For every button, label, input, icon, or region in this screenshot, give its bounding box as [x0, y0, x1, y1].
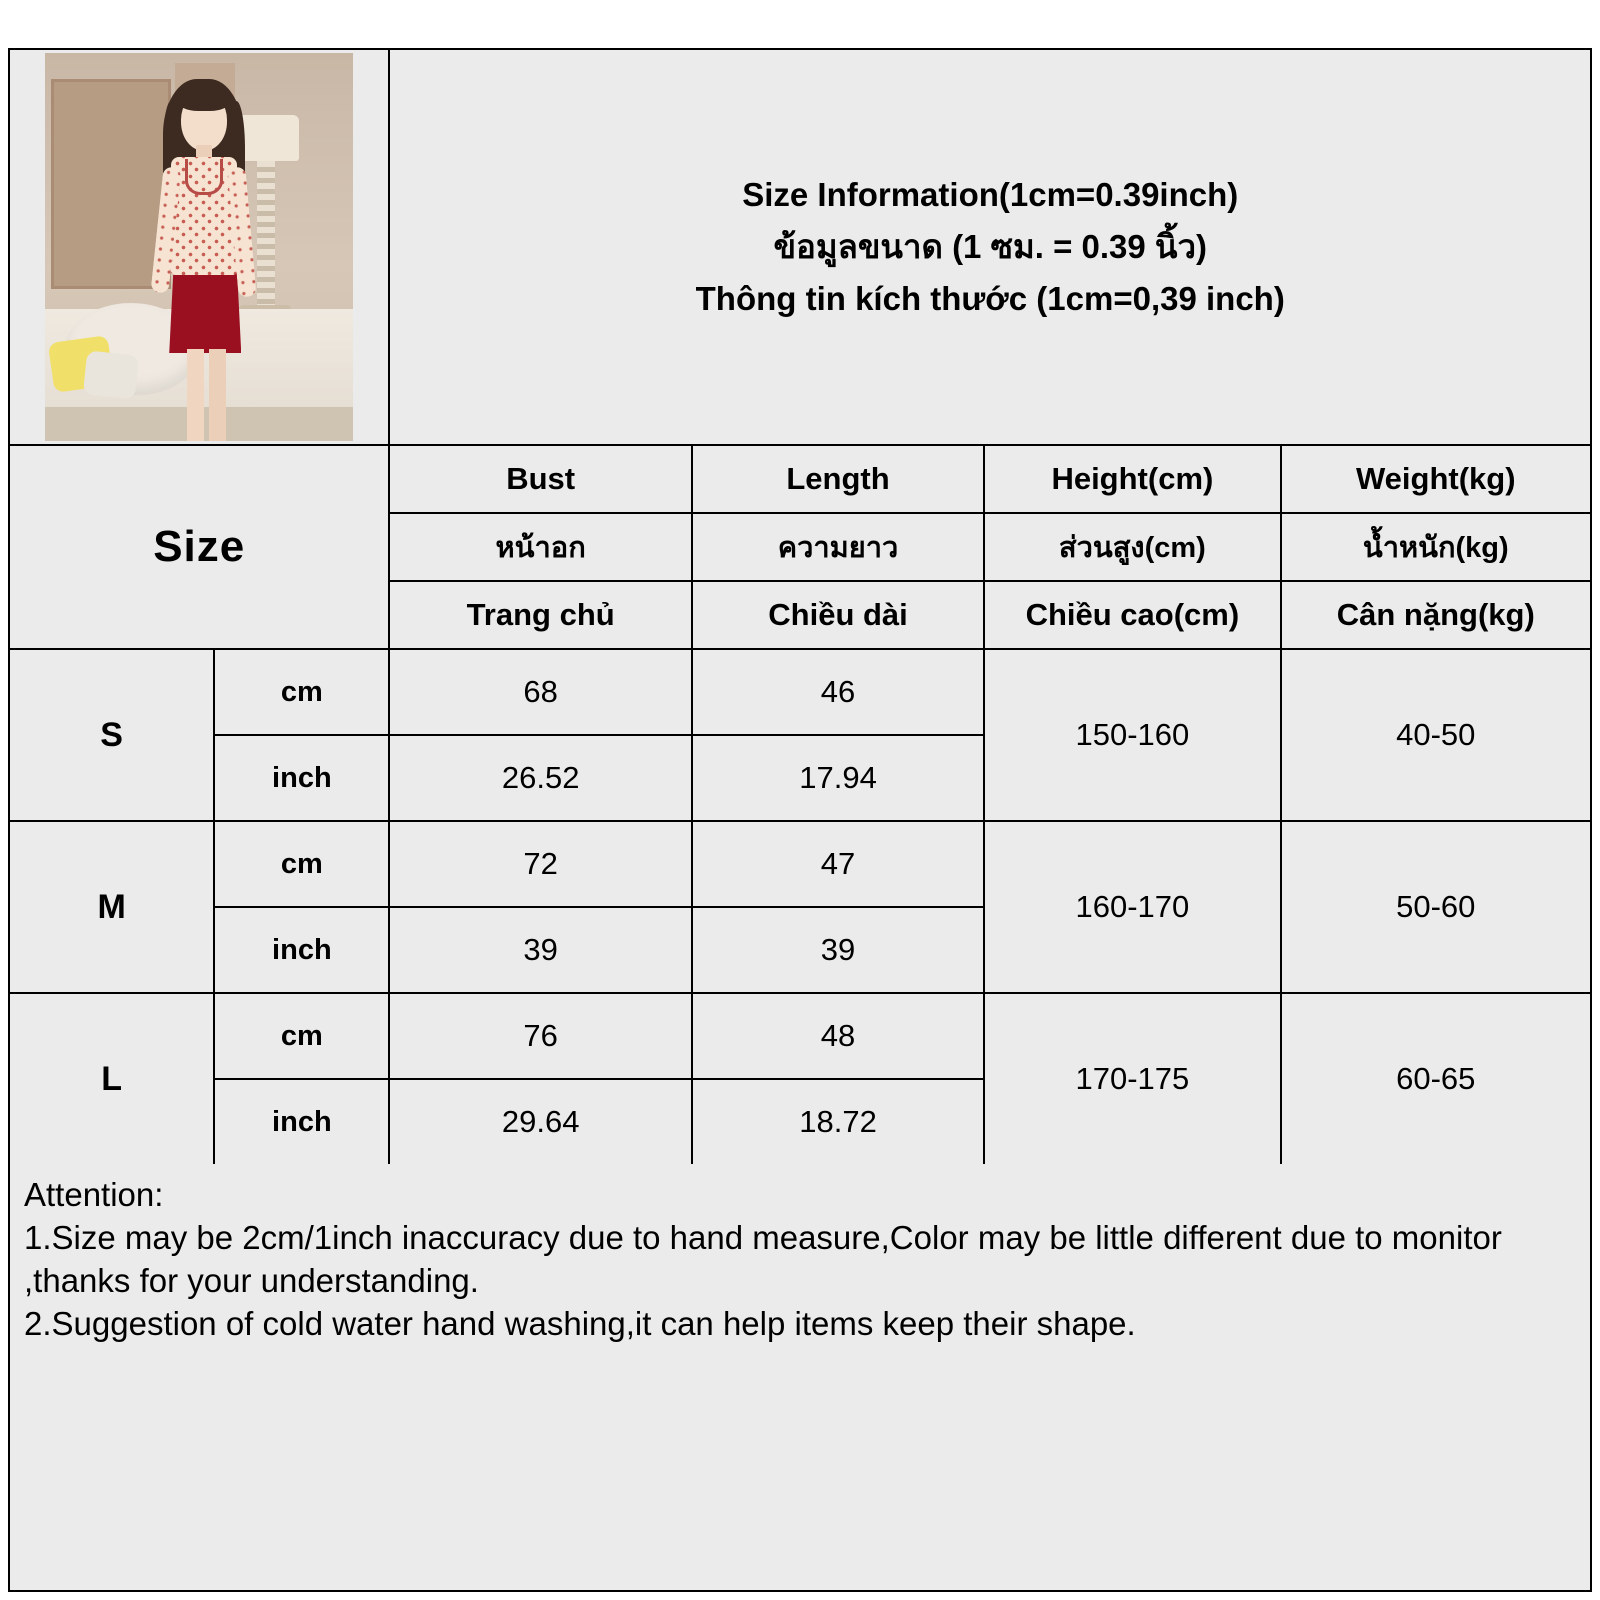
row-m-unit-cm: cm	[214, 821, 389, 907]
header-weight-th: น้ำหนัก(kg)	[1281, 513, 1591, 581]
attention-block	[8, 1164, 1592, 1592]
row-s-weight: 40-50	[1281, 649, 1591, 821]
header-bust-en: Bust	[389, 445, 691, 513]
product-photo	[45, 53, 353, 441]
row-l-bust-cm: 76	[389, 993, 691, 1079]
row-s-bust-cm: 68	[389, 649, 691, 735]
row-s-unit-cm: cm	[214, 649, 389, 735]
header-length-th: ความยาว	[692, 513, 984, 581]
row-l-weight: 60-65	[1281, 993, 1591, 1165]
size-chart-table	[8, 48, 1592, 1166]
header-weight-vi: Cân nặng(kg)	[1281, 581, 1591, 649]
row-s-bust-inch: 26.52	[389, 735, 691, 821]
row-size-m: M	[9, 821, 214, 993]
row-s-height: 150-160	[984, 649, 1280, 821]
title-cell	[389, 49, 1591, 445]
row-m-bust-cm: 72	[389, 821, 691, 907]
row-m-unit-inch: inch	[214, 907, 389, 993]
row-m-length-inch: 39	[692, 907, 984, 993]
row-s-length-inch: 17.94	[692, 735, 984, 821]
row-l-length-inch: 18.72	[692, 1079, 984, 1165]
row-s-length-cm: 46	[692, 649, 984, 735]
attention-note-1: 1.Size may be 2cm/1inch inaccuracy due to hand measure,Color may be little different due to monitor ,thanks for your understanding.	[24, 1218, 1502, 1299]
header-bust-th: หน้าอก	[389, 513, 691, 581]
header-bust-vi: Trang chủ	[389, 581, 691, 649]
row-size-s: S	[9, 649, 214, 821]
row-m-height: 160-170	[984, 821, 1280, 993]
header-length-en: Length	[692, 445, 984, 513]
size-column-header: Size	[9, 445, 389, 649]
header-height-en: Height(cm)	[984, 445, 1280, 513]
row-l-unit-inch: inch	[214, 1079, 389, 1165]
title-line-th: ข้อมูลขนาด (1 ซม. = 0.39 นิ้ว)	[773, 227, 1207, 265]
row-l-unit-cm: cm	[214, 993, 389, 1079]
row-l-bust-inch: 29.64	[389, 1079, 691, 1165]
row-m-weight: 50-60	[1281, 821, 1591, 993]
table-header-band	[9, 49, 1591, 445]
row-l-height: 170-175	[984, 993, 1280, 1165]
row-size-l: L	[9, 993, 214, 1165]
header-weight-en: Weight(kg)	[1281, 445, 1591, 513]
row-m-length-cm: 47	[692, 821, 984, 907]
product-photo-cell	[9, 49, 389, 445]
header-height-vi: Chiều cao(cm)	[984, 581, 1280, 649]
column-header-row-en	[9, 445, 1591, 513]
title-line-en: Size Information(1cm=0.39inch)	[742, 175, 1239, 213]
row-l-length-cm: 48	[692, 993, 984, 1079]
attention-note-2: 2.Suggestion of cold water hand washing,it can help items keep their shape.	[24, 1304, 1136, 1342]
table-row	[9, 993, 1591, 1079]
header-height-th: ส่วนสูง(cm)	[984, 513, 1280, 581]
table-row	[9, 649, 1591, 735]
attention-heading: Attention:	[24, 1176, 164, 1213]
title-line-vi: Thông tin kích thước (1cm=0,39 inch)	[695, 280, 1285, 318]
row-s-unit-inch: inch	[214, 735, 389, 821]
row-m-bust-inch: 39	[389, 907, 691, 993]
header-length-vi: Chiều dài	[692, 581, 984, 649]
table-row	[9, 821, 1591, 907]
